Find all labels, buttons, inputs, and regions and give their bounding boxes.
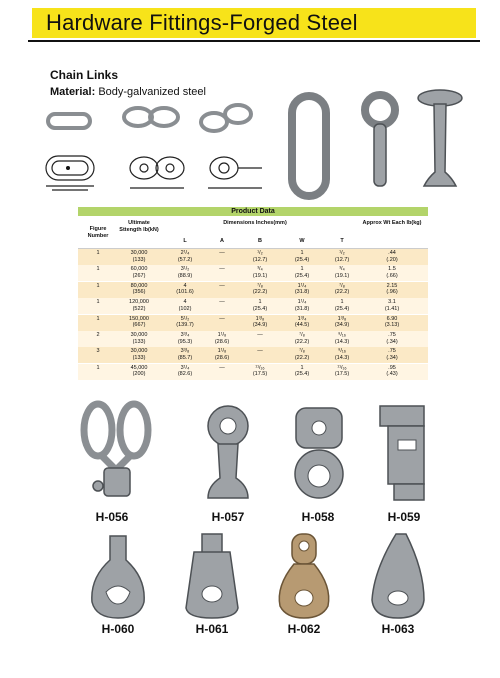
h058-image bbox=[284, 400, 354, 508]
table-row bbox=[78, 298, 428, 314]
page-title: Hardware Fittings-Forged Steel bbox=[46, 10, 358, 35]
table-cell-T: ¹¹/₁₆ (17.5) bbox=[334, 364, 350, 378]
table-cell-L: 5¹/₂ (139.7) bbox=[176, 315, 194, 329]
table-cell-A: — bbox=[219, 266, 225, 273]
table-cell-T: ⁹/₁₆ (14.3) bbox=[334, 348, 350, 361]
table-cell-T: ¹/₂ (12.7) bbox=[334, 250, 350, 263]
table-cell-W: ⁷/₈ (22.2) bbox=[294, 348, 310, 361]
table-row bbox=[78, 331, 428, 347]
table-row bbox=[78, 315, 428, 331]
table-cell-wt: .75 (.34) bbox=[386, 348, 398, 361]
material-line bbox=[50, 86, 206, 98]
product-label-h063: H-063 bbox=[381, 622, 415, 636]
table-cell-str: 45,000 (200) bbox=[130, 364, 148, 378]
table-cell-B: ¹/₂ (12.7) bbox=[252, 250, 268, 263]
table-cell-wt: 2.15 (.96) bbox=[386, 282, 398, 296]
figure-3-drawing bbox=[202, 150, 268, 194]
table-cell-A: 1¹/₈ (28.6) bbox=[214, 348, 230, 361]
table-cell-fig: 1 bbox=[96, 266, 100, 273]
title-bar bbox=[0, 0, 500, 44]
table-cell-str: 80,000 (356) bbox=[130, 282, 148, 296]
table-cell-L: 2¹/₄ (57.2) bbox=[177, 250, 193, 263]
h062-image bbox=[272, 530, 336, 620]
table-cell-str: 30,000 (133) bbox=[130, 332, 148, 345]
table-cell-str: 30,000 (133) bbox=[130, 348, 148, 361]
table-cell-A: — bbox=[219, 282, 225, 289]
table-cell-L: 3³/₈ (85.7) bbox=[177, 348, 193, 361]
table-cell-fig: 1 bbox=[96, 250, 100, 256]
table-cell-L: 3³/₄ (95.3) bbox=[177, 332, 193, 345]
product-label-h058: H-058 bbox=[301, 510, 335, 524]
table-row bbox=[78, 249, 428, 265]
table-cell-B: ⁷/₈ (22.2) bbox=[252, 282, 268, 296]
h056-image bbox=[76, 400, 156, 508]
product-label-h062: H-062 bbox=[287, 622, 321, 636]
table-cell-L: 3¹/₄ (82.6) bbox=[177, 364, 193, 378]
table-cell-B: — bbox=[257, 348, 263, 355]
large-socket-eye-image bbox=[412, 86, 468, 196]
product-label-h056: H-056 bbox=[95, 510, 129, 524]
h057-image bbox=[196, 400, 260, 508]
table-cell-fig: 1 bbox=[96, 299, 100, 306]
header-W: W bbox=[299, 238, 305, 244]
table-cell-A: — bbox=[219, 299, 225, 306]
header-strength: Ultimate Sttength lb(kN) bbox=[119, 220, 159, 233]
table-cell-A: — bbox=[219, 364, 225, 371]
table-cell-T: 1 (25.4) bbox=[334, 299, 350, 312]
table-cell-fig: 1 bbox=[96, 364, 100, 371]
header-dimensions: Dimensions Inches(mm) bbox=[223, 220, 287, 226]
figure-2-drawing bbox=[124, 150, 190, 194]
h061-image bbox=[180, 530, 244, 620]
table-cell-W: 1 (25.4) bbox=[294, 364, 310, 378]
large-eye-link-image bbox=[356, 88, 404, 192]
table-cell-A: — bbox=[219, 315, 225, 322]
table-cell-W: 1³/₄ (44.5) bbox=[294, 315, 310, 329]
h059-image bbox=[370, 400, 440, 508]
table-cell-T: ³/₄ (19.1) bbox=[334, 266, 350, 279]
table-cell-L: 3¹/₂ (88.9) bbox=[177, 266, 193, 279]
product-label-h059: H-059 bbox=[387, 510, 421, 524]
h060-image bbox=[86, 530, 150, 620]
table-cell-wt: .75 (.34) bbox=[386, 332, 398, 345]
table-cell-B: 1 (25.4) bbox=[252, 299, 268, 312]
table-cell-fig: 1 bbox=[96, 282, 100, 289]
table-cell-L: 4 (102) bbox=[178, 299, 192, 312]
table-cell-B: — bbox=[257, 332, 263, 338]
header-L: L bbox=[183, 238, 187, 244]
header-A: A bbox=[220, 238, 224, 244]
header-figure: Figure Number bbox=[87, 226, 109, 239]
chain-link-oval-image bbox=[44, 106, 94, 136]
table-cell-T: 1³/₈ (34.9) bbox=[334, 315, 350, 329]
table-cell-str: 30,000 (133) bbox=[130, 250, 148, 263]
table-cell-wt: 1.5 (.66) bbox=[386, 266, 398, 279]
table-cell-W: 1¹/₄ (31.8) bbox=[294, 282, 310, 296]
figure-1-drawing bbox=[40, 150, 100, 194]
table-cell-wt: 3.1 (1.41) bbox=[384, 299, 400, 312]
product-label-h061: H-061 bbox=[195, 622, 229, 636]
table-cell-fig: 1 bbox=[96, 315, 100, 322]
table-cell-W: ⁷/₈ (22.2) bbox=[294, 332, 310, 345]
section-title: Chain Links bbox=[50, 68, 119, 82]
table-cell-W: 1 (25.4) bbox=[294, 266, 310, 279]
product-label-h060: H-060 bbox=[101, 622, 135, 636]
table-row bbox=[78, 364, 428, 380]
table-title: Product Data bbox=[78, 207, 428, 216]
title-rule bbox=[28, 40, 480, 42]
table-cell-B: 1³/₈ (34.9) bbox=[252, 315, 268, 329]
table-cell-W: 1 (25.4) bbox=[294, 250, 310, 263]
table-cell-str: 60,000 (267) bbox=[130, 266, 148, 279]
table-cell-str: 150,000 (667) bbox=[129, 315, 149, 329]
table-cell-T: ⁹/₁₆ (14.3) bbox=[334, 332, 350, 345]
table-cell-L: 4 (101.6) bbox=[176, 282, 194, 296]
table-cell-fig: 2 bbox=[96, 332, 100, 338]
header-weight: Approx Wt Each lb(kg) bbox=[362, 220, 422, 226]
table-cell-wt: 6.90 (3.13) bbox=[384, 315, 400, 329]
table-cell-wt: .44 (.20) bbox=[386, 250, 398, 263]
table-cell-W: 1¹/₄ (31.8) bbox=[294, 299, 310, 312]
large-oval-link-image bbox=[286, 92, 332, 200]
table-row bbox=[78, 265, 428, 281]
table-cell-T: ⁷/₈ (22.2) bbox=[334, 282, 350, 296]
header-B: B bbox=[258, 238, 262, 244]
chain-link-twisted-image bbox=[196, 100, 256, 136]
table-cell-fig: 3 bbox=[96, 348, 100, 355]
table-cell-str: 120,000 (522) bbox=[129, 299, 149, 312]
table-cell-wt: .95 (.43) bbox=[386, 364, 398, 378]
table-cell-A: — bbox=[219, 250, 225, 256]
material-label: Material: bbox=[50, 86, 96, 98]
product-label-h057: H-057 bbox=[211, 510, 245, 524]
material-value: Body-galvanized steel bbox=[98, 86, 206, 98]
table-row bbox=[78, 282, 428, 298]
table-row bbox=[78, 347, 428, 363]
chain-link-figure8-image bbox=[120, 100, 182, 134]
h063-image bbox=[366, 530, 430, 620]
table-cell-B: ¹¹/₁₆ (17.5) bbox=[252, 364, 268, 378]
table-cell-A: 1¹/₈ (28.6) bbox=[214, 332, 230, 345]
header-T: T bbox=[340, 238, 344, 244]
table-cell-B: ³/₄ (19.1) bbox=[252, 266, 268, 279]
